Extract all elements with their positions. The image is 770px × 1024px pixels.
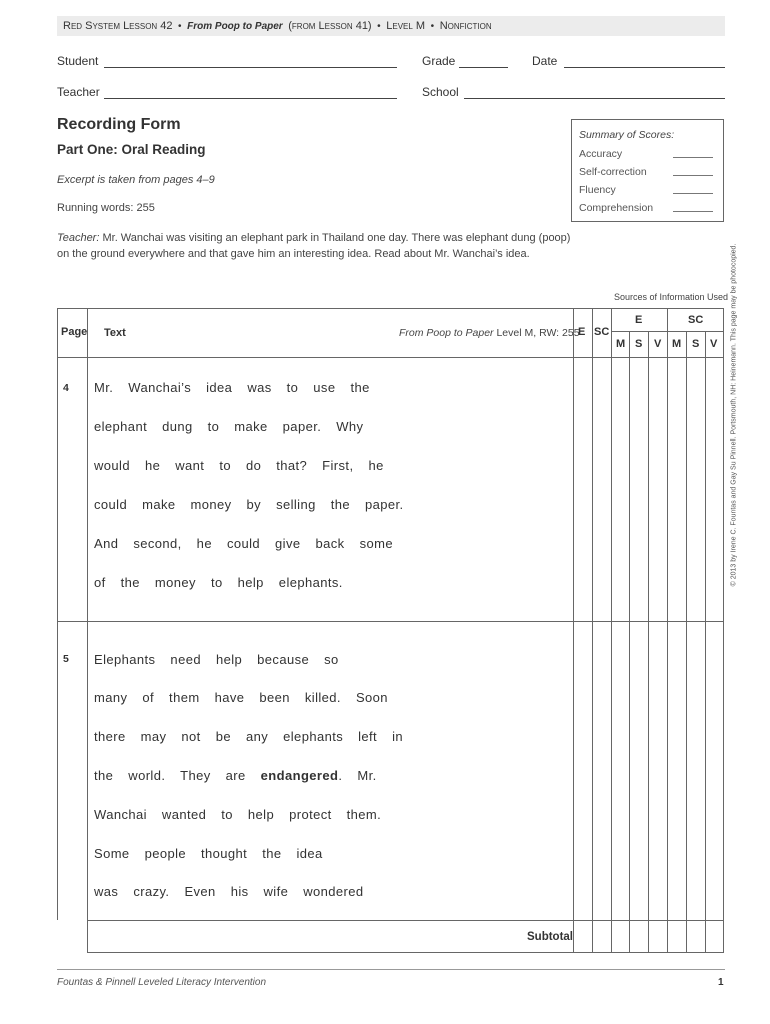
grade-label: Grade (422, 54, 456, 68)
header-series: Red System Lesson 42 (63, 20, 173, 32)
summary-self-correction: Self-correction (579, 166, 719, 178)
text-line: elephant dung to make paper. Why (94, 419, 364, 434)
col-text-header: Text (104, 327, 126, 339)
comprehension-field[interactable] (673, 211, 713, 212)
fluency-field[interactable] (673, 193, 713, 194)
school-field[interactable] (464, 98, 725, 99)
grade-field[interactable] (459, 67, 508, 68)
text-line: And second, he could give back some (94, 536, 393, 551)
copyright-notice: © 2013 by Irene C. Fountas and Gay Su Pinnell. Portsmouth, NH: Heinemann. This page may be photocopied. (730, 243, 738, 587)
group-e-header: E (635, 314, 643, 326)
group-sc-header: SC (688, 314, 704, 326)
teacher-intro-line-1: Mr. Wanchai was visiting an elephant park in Thailand one day. There was elephant dung (poop) (102, 232, 571, 244)
header-bullet-3: • (430, 21, 435, 32)
sources-label: Sources of Information Used (614, 292, 729, 302)
date-field[interactable] (564, 67, 725, 68)
header-genre: Nonfiction (439, 20, 492, 32)
student-label: Student (57, 54, 99, 68)
summary-accuracy: Accuracy (579, 148, 719, 160)
book-title: From Poop to Paper (399, 327, 494, 339)
header-bullet-2: • (377, 21, 381, 32)
bold-word: endangered (260, 768, 339, 783)
col-sc-header: SC (594, 326, 610, 338)
text-line: could make money by selling the paper. (94, 497, 404, 512)
school-label: School (422, 85, 459, 99)
summary-comprehension: Comprehension (579, 202, 719, 214)
text-line: of the money to help elephants. (94, 575, 343, 590)
msv-v-sc: V (710, 338, 718, 350)
text-line: Mr. Wanchai’s idea was to use the (94, 380, 370, 395)
text-line: many of them have been killed. Soon (94, 690, 388, 705)
footer-text: Fountas & Pinnell Leveled Literacy Intervention (57, 977, 267, 988)
header-bar (57, 16, 725, 36)
self-correction-field[interactable] (673, 175, 713, 176)
excerpt-note: Excerpt is taken from pages 4–9 (57, 174, 215, 186)
text-line: Wanchai wanted to help protect them. (94, 807, 382, 822)
summary-title: Summary of Scores: (579, 129, 675, 141)
page-number-4: 4 (63, 382, 69, 394)
text-line: there may not be any elephants left in (94, 729, 404, 744)
header-from: (from Lesson 41) (288, 20, 372, 32)
book-info (399, 327, 580, 339)
page-number-5: 5 (63, 653, 69, 665)
footer-page-number: 1 (718, 977, 724, 988)
msv-s-sc: S (692, 338, 700, 350)
msv-m-e: M (616, 338, 626, 350)
form-title: Recording Form (57, 116, 181, 133)
teacher-intro (57, 230, 570, 262)
accuracy-field[interactable] (673, 157, 713, 158)
col-page-header: Page (61, 326, 88, 338)
header-bullet: • (178, 21, 182, 32)
col-e-header: E (578, 326, 586, 338)
header-level: Level M (386, 20, 426, 32)
student-field[interactable] (104, 67, 397, 68)
summary-box (571, 119, 724, 222)
msv-s-e: S (635, 338, 643, 350)
text-line: was crazy. Even his wife wondered (94, 884, 364, 899)
teacher-label: Teacher (57, 85, 100, 99)
form-part: Part One: Oral Reading (57, 142, 206, 157)
teacher-intro-label: Teacher: (57, 232, 100, 244)
teacher-intro-line-2: on the ground everywhere and that gave him an interesting idea. Read about Mr. Wanchai’s idea. (57, 248, 530, 260)
header-title: From Poop to Paper (187, 21, 283, 32)
teacher-field[interactable] (104, 98, 397, 99)
book-meta: Level M, RW: 255 (493, 327, 580, 339)
footer-divider (57, 969, 725, 970)
running-words: Running words: 255 (57, 202, 155, 214)
msv-m-sc: M (672, 338, 682, 350)
text-line: would he want to do that? First, he (94, 458, 384, 473)
text-line: Some people thought the idea (94, 846, 323, 861)
text-line: Elephants need help because so (94, 652, 339, 667)
msv-v-e: V (654, 338, 662, 350)
text-line: the world. They are endangered. Mr. (94, 768, 377, 783)
date-label: Date (532, 54, 558, 68)
summary-fluency: Fluency (579, 184, 719, 196)
subtotal-label: Subtotal (527, 931, 573, 943)
